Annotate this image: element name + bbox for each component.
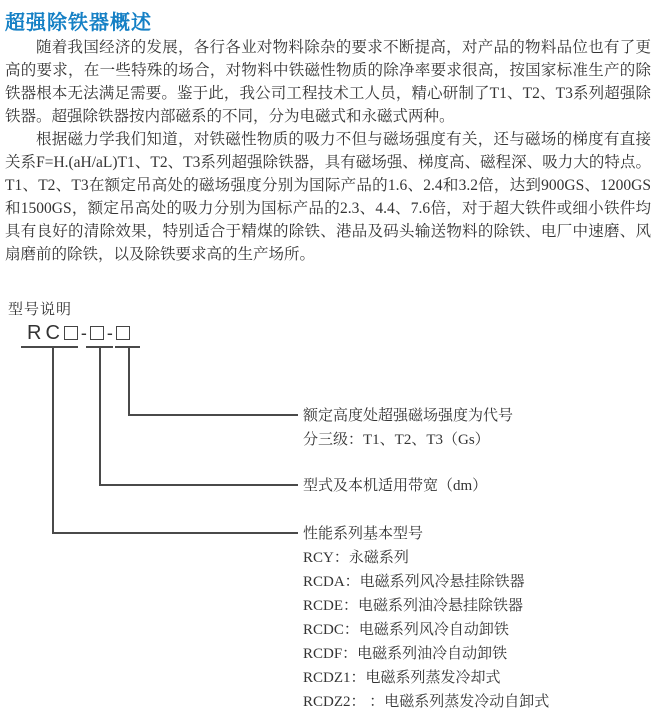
callout-series-header: 性能系列基本型号 (303, 526, 424, 542)
callout-width (303, 474, 487, 498)
callout-strength-line2: 分三级：T1、T2、T3（Gs） (303, 432, 490, 448)
connector-horizontal-series (52, 532, 298, 534)
connector-vertical-width (99, 347, 101, 485)
callout-strength-line1: 额定高度处超强磁场强度为代号 (303, 408, 514, 424)
page-title: 超强除铁器概述 (5, 12, 152, 34)
series-item: RCDZ1：电磁系列蒸发冷却式 (303, 670, 501, 686)
series-item: RCDA：电磁系列风冷悬挂除铁器 (303, 574, 525, 590)
model-code-dash-1: - (80, 322, 87, 343)
intro-paragraph-1: 随着我国经济的发展，各行各业对物料除杂的要求不断提高，对产品的物料品位也有了更高的要求，在一些特殊的场合，对物料中铁磁性物质的除净率要求很高，按国家标准生产的除铁器根本无法满足需要。鉴于此，我公司工程技术工人员，精心研制了T1、T2、T3系列超强除铁器。超强除铁器按内部磁系的不同，分为电磁式和永磁式两种。 (5, 39, 651, 125)
model-code-dash-2: - (106, 322, 113, 343)
series-item: RCDE：电磁系列油冷悬挂除铁器 (303, 598, 524, 614)
series-item: RCDZ2： ：电磁系列蒸发冷动自卸式 (303, 694, 550, 710)
model-code-box-3 (116, 326, 130, 340)
series-item: RCY：永磁系列 (303, 550, 409, 566)
model-code-letter-c: C (45, 321, 60, 344)
callout-width-line1: 型式及本机适用带宽（dm） (303, 478, 488, 494)
code-underline-1 (21, 346, 78, 348)
model-code-box-2 (90, 326, 104, 340)
model-code (27, 322, 130, 344)
callout-series (303, 522, 549, 714)
model-code-box-1 (64, 326, 78, 340)
series-item: RCDF：电磁系列油冷自动卸铁 (303, 646, 508, 662)
series-item: RCDC：电磁系列风冷自动卸铁 (303, 622, 509, 638)
connector-horizontal-width (99, 484, 298, 486)
model-section-heading: 型号说明 (8, 301, 73, 318)
connector-vertical-strength (128, 347, 130, 415)
connector-vertical-series (52, 347, 54, 533)
model-code-letter-r: R (27, 321, 42, 344)
connector-horizontal-strength (128, 414, 298, 416)
callout-strength (303, 404, 513, 452)
intro-paragraph-2: 根据磁力学我们知道，对铁磁性物质的吸力不但与磁场强度有关，还与磁场的梯度有直接关系F=H.(aH/aL)T1、T2、T3系列超强除铁器，具有磁场强、梯度高、磁程深、吸力大的特点。T1、T2、T3在额定吊高处的磁场强度分别为国际产品的1.6、2.4和3.2倍，达到900GS、1200GS和1500GS，额定吊高处的吸力分别为国标产品的2.3、4.4、7.6倍，对于超大铁件或细小铁件均具有良好的清除效果，特别适合于精煤的除铁、港品及码头输送物料的除铁、电厂中速磨、风扇磨前的除铁，以及除铁要求高的生产场所。 (5, 131, 651, 263)
